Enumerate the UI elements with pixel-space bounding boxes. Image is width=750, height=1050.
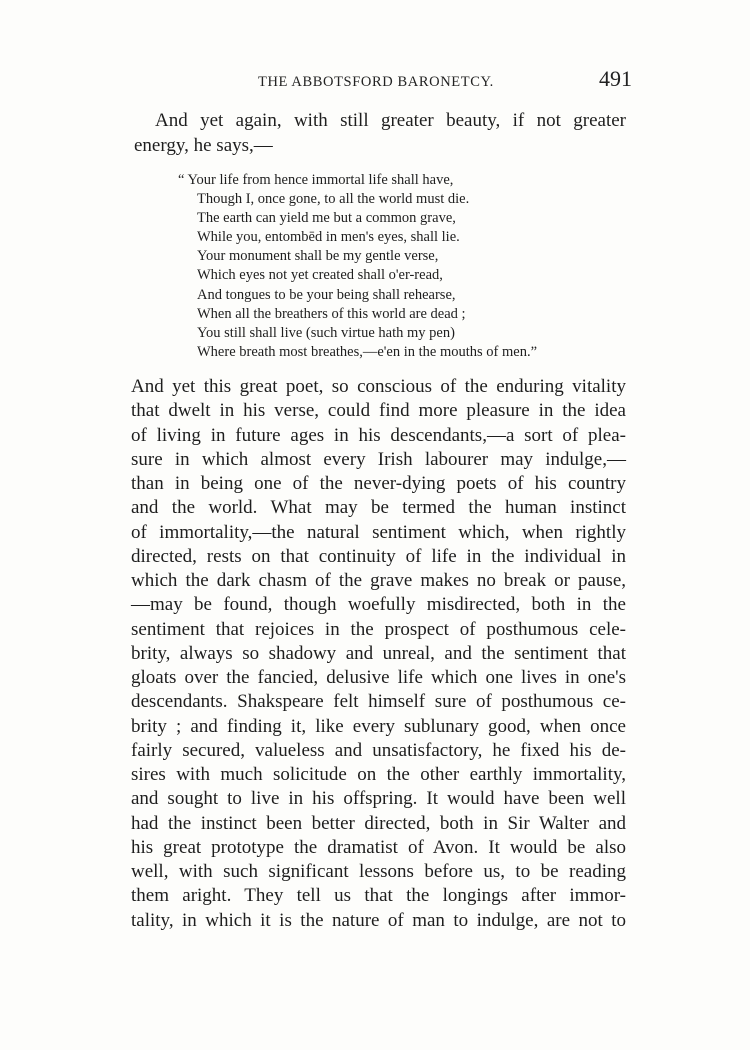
body-line: and sought to live in his offspring. It would have been well: [131, 788, 626, 810]
verse-line: Your monument shall be my gentle verse,: [197, 248, 439, 265]
body-line: sure in which almost every Irish labourer may indulge,—: [131, 448, 626, 470]
body-line: —may be found, though woefully misdirected, both in the: [131, 594, 626, 616]
verse-line: Which eyes not yet created shall o'er-read,: [197, 267, 443, 284]
verse-line: The earth can yield me but a common grave,: [197, 210, 456, 227]
body-line: well, with such significant lessons before us, to be reading: [131, 861, 626, 882]
body-line: brity, always so shadowy and unreal, and the sentiment that: [131, 642, 626, 664]
body-line: descendants. Shakspeare felt himself sure of posthumous ce-: [131, 691, 626, 713]
body-line: his great prototype the dramatist of Avon. It would be also: [131, 836, 626, 858]
intro-line: And yet again, with still greater beauty, if not greater: [155, 110, 626, 131]
verse-line: Where breath most breathes,—e'en in the mouths of men.”: [197, 343, 538, 360]
body-line: had the instinct been better directed, both in Sir Walter and: [131, 812, 626, 834]
body-line: And yet this great poet, so conscious of the enduring vitality: [131, 376, 626, 397]
body-line: sentiment that rejoices in the prospect of posthumous cele-: [131, 618, 626, 640]
verse-line: You still shall live (such virtue hath my pen): [197, 324, 455, 341]
body-paragraph: [131, 375, 626, 933]
body-line: of immortality,—the natural sentiment which, when rightly: [131, 521, 626, 543]
verse-line: Though I, once gone, to all the world must die.: [197, 191, 470, 208]
body-line: than in being one of the never-dying poets of his country: [131, 473, 626, 494]
body-line: sires with much solicitude on the other earthly immortality,: [131, 764, 626, 785]
body-line: gloats over the fancied, delusive life which one lives in one's: [131, 667, 626, 688]
body-line: tality, in which it is the nature of man to indulge, are not to: [131, 909, 626, 931]
intro-line: energy, he says,—: [134, 135, 273, 156]
page-number: 491: [599, 66, 632, 91]
verse-line: And tongues to be your being shall rehearse,: [197, 286, 456, 303]
verse-quotation: [180, 171, 620, 362]
running-title: THE ABBOTSFORD BARONETCY.: [258, 74, 494, 90]
body-line: directed, rests on that continuity of life in the individual in: [131, 545, 626, 567]
verse-line: While you, entombēd in men's eyes, shall lie.: [197, 229, 460, 246]
intro-paragraph: [134, 108, 626, 158]
verse-line: When all the breathers of this world are dead ;: [197, 305, 466, 322]
body-line: of living in future ages in his descendants,—a sort of plea-: [131, 424, 626, 446]
verse-line: “ Your life from hence immortal life shall have,: [178, 172, 454, 188]
body-line: that dwelt in his verse, could find more pleasure in the idea: [131, 400, 626, 422]
body-line: fairly secured, valueless and unsatisfactory, he fixed his de-: [131, 739, 626, 761]
body-line: brity ; and finding it, like every sublunary good, when once: [131, 715, 626, 737]
body-line: them aright. They tell us that the longings after immor-: [131, 885, 626, 907]
body-line: and the world. What may be termed the human instinct: [131, 497, 626, 519]
body-line: which the dark chasm of the grave makes no break or pause,: [131, 570, 626, 591]
